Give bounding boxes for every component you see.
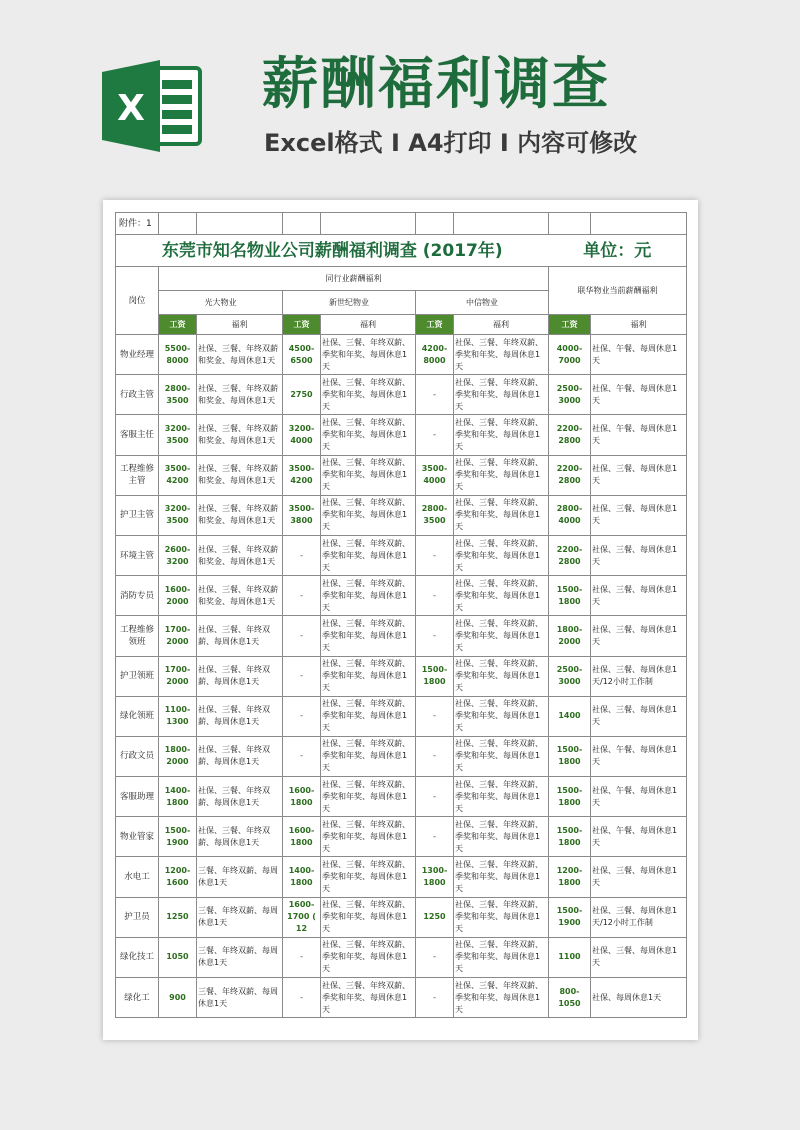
salary-cell-guangda: 900	[159, 978, 197, 1018]
salary-cell-lianhua: 1500-1800	[549, 736, 591, 776]
salary-cell-lianhua: 2200-2800	[549, 535, 591, 575]
benefit-cell-guangda: 社保、三餐、年终双薪、每周休息1天	[197, 696, 283, 736]
salary-cell-zhongxin: -	[416, 696, 454, 736]
benefit-cell-xinshiji: 社保、三餐、年终双薪、季奖和年奖、每周休息1天	[321, 696, 416, 736]
table-row	[116, 335, 687, 375]
salary-cell-zhongxin: -	[416, 978, 454, 1018]
salary-cell-lianhua: 1200-1800	[549, 857, 591, 897]
salary-cell-guangda: 1200-1600	[159, 857, 197, 897]
benefit-cell-xinshiji: 社保、三餐、年终双薪、季奖和年奖、每周休息1天	[321, 978, 416, 1018]
benefit-cell-guangda: 三餐、年终双薪、每周休息1天	[197, 897, 283, 937]
table-row	[116, 978, 687, 1018]
benefit-cell-zhongxin: 社保、三餐、年终双薪、季奖和年奖、每周休息1天	[454, 616, 549, 656]
salary-cell-zhongxin: 4200-8000	[416, 335, 454, 375]
position-cell: 行政主管	[116, 375, 159, 415]
benefit-cell-xinshiji: 社保、三餐、年终双薪、季奖和年奖、每周休息1天	[321, 736, 416, 776]
position-cell: 工程维修主管	[116, 455, 159, 495]
benefit-cell-lianhua: 社保、三餐、每周休息1天	[591, 937, 687, 977]
banner-subtitle: Excel格式 I A4打印 I 内容可修改	[264, 129, 638, 157]
salary-cell-lianhua: 1800-2000	[549, 616, 591, 656]
benefit-cell-lianhua: 社保、午餐、每周休息1天	[591, 415, 687, 455]
table-row	[116, 897, 687, 937]
benefit-cell-lianhua: 社保、午餐、每周休息1天	[591, 817, 687, 857]
salary-cell-lianhua: 2500-3000	[549, 375, 591, 415]
benefit-cell-zhongxin: 社保、三餐、年终双薪、季奖和年奖、每周休息1天	[454, 736, 549, 776]
benefit-cell-guangda: 社保、三餐、年终双薪、每周休息1天	[197, 777, 283, 817]
salary-cell-xinshiji: -	[283, 978, 321, 1018]
benefit-cell-xinshiji: 社保、三餐、年终双薪、季奖和年奖、每周休息1天	[321, 455, 416, 495]
salary-cell-zhongxin: 2800-3500	[416, 495, 454, 535]
benefit-cell-xinshiji: 社保、三餐、年终双薪、季奖和年奖、每周休息1天	[321, 415, 416, 455]
position-cell: 环境主管	[116, 535, 159, 575]
salary-cell-zhongxin: -	[416, 576, 454, 616]
position-cell: 护卫主管	[116, 495, 159, 535]
benefit-cell-lianhua: 社保、三餐、每周休息1天	[591, 495, 687, 535]
header-company-a: 光大物业	[159, 291, 283, 315]
benefit-cell-xinshiji: 社保、三餐、年终双薪、季奖和年奖、每周休息1天	[321, 937, 416, 977]
table-row	[116, 817, 687, 857]
benefit-cell-lianhua: 社保、三餐、每周休息1天	[591, 576, 687, 616]
header-company-c: 中信物业	[416, 291, 549, 315]
salary-cell-xinshiji: 3500-3800	[283, 495, 321, 535]
salary-cell-xinshiji: 4500-6500	[283, 335, 321, 375]
salary-cell-xinshiji: 1600-1800	[283, 817, 321, 857]
position-cell: 护卫领班	[116, 656, 159, 696]
benefit-cell-lianhua: 社保、午餐、每周休息1天	[591, 335, 687, 375]
table-row	[116, 576, 687, 616]
benefit-cell-zhongxin: 社保、三餐、年终双薪、季奖和年奖、每周休息1天	[454, 335, 549, 375]
table-row	[116, 857, 687, 897]
header-salary: 工资	[159, 315, 197, 335]
salary-cell-guangda: 3500-4200	[159, 455, 197, 495]
salary-cell-zhongxin: -	[416, 937, 454, 977]
position-cell: 水电工	[116, 857, 159, 897]
table-row	[116, 495, 687, 535]
benefit-cell-guangda: 三餐、年终双薪、每周休息1天	[197, 937, 283, 977]
salary-cell-lianhua: 2200-2800	[549, 455, 591, 495]
table-row	[116, 777, 687, 817]
salary-cell-zhongxin: 1500-1800	[416, 656, 454, 696]
salary-survey-table	[115, 212, 687, 1018]
salary-cell-xinshiji: -	[283, 535, 321, 575]
salary-cell-xinshiji: -	[283, 937, 321, 977]
table-row	[116, 415, 687, 455]
benefit-cell-xinshiji: 社保、三餐、年终双薪、季奖和年奖、每周休息1天	[321, 375, 416, 415]
position-cell: 物业经理	[116, 335, 159, 375]
benefit-cell-guangda: 社保、三餐、年终双薪和奖金、每周休息1天	[197, 495, 283, 535]
salary-cell-guangda: 1500-1900	[159, 817, 197, 857]
position-cell: 绿化技工	[116, 937, 159, 977]
position-cell: 客服助理	[116, 777, 159, 817]
header-own-company: 联华物业当前薪酬福利	[549, 267, 687, 315]
benefit-cell-lianhua: 社保、三餐、每周休息1天/12小时工作制	[591, 656, 687, 696]
benefit-cell-zhongxin: 社保、三餐、年终双薪、季奖和年奖、每周休息1天	[454, 415, 549, 455]
header-peer-group: 同行业薪酬福利	[159, 267, 549, 291]
salary-cell-guangda: 1800-2000	[159, 736, 197, 776]
benefit-cell-zhongxin: 社保、三餐、年终双薪、季奖和年奖、每周休息1天	[454, 696, 549, 736]
benefit-cell-zhongxin: 社保、三餐、年终双薪、季奖和年奖、每周休息1天	[454, 455, 549, 495]
benefit-cell-zhongxin: 社保、三餐、年终双薪、季奖和年奖、每周休息1天	[454, 576, 549, 616]
salary-cell-lianhua: 1400	[549, 696, 591, 736]
header-row-1	[116, 267, 687, 291]
salary-cell-xinshiji: 2750	[283, 375, 321, 415]
table-row	[116, 375, 687, 415]
benefit-cell-guangda: 社保、三餐、年终双薪和奖金、每周休息1天	[197, 335, 283, 375]
header-salary: 工资	[416, 315, 454, 335]
benefit-cell-zhongxin: 社保、三餐、年终双薪、季奖和年奖、每周休息1天	[454, 978, 549, 1018]
salary-cell-xinshiji: -	[283, 656, 321, 696]
table-row	[116, 535, 687, 575]
salary-cell-zhongxin: 1300-1800	[416, 857, 454, 897]
benefit-cell-xinshiji: 社保、三餐、年终双薪、季奖和年奖、每周休息1天	[321, 335, 416, 375]
benefit-cell-zhongxin: 社保、三餐、年终双薪、季奖和年奖、每周休息1天	[454, 897, 549, 937]
position-cell: 物业管家	[116, 817, 159, 857]
table-row	[116, 656, 687, 696]
salary-cell-guangda: 1100-1300	[159, 696, 197, 736]
benefit-cell-xinshiji: 社保、三餐、年终双薪、季奖和年奖、每周休息1天	[321, 897, 416, 937]
salary-cell-xinshiji: -	[283, 616, 321, 656]
header-salary: 工资	[549, 315, 591, 335]
benefit-cell-xinshiji: 社保、三餐、年终双薪、季奖和年奖、每周休息1天	[321, 656, 416, 696]
table-row	[116, 696, 687, 736]
benefit-cell-lianhua: 社保、三餐、每周休息1天	[591, 857, 687, 897]
salary-cell-zhongxin: -	[416, 415, 454, 455]
benefit-cell-zhongxin: 社保、三餐、年终双薪、季奖和年奖、每周休息1天	[454, 937, 549, 977]
excel-logo-icon	[102, 58, 204, 154]
benefit-cell-guangda: 社保、三餐、年终双薪和奖金、每周休息1天	[197, 415, 283, 455]
benefit-cell-zhongxin: 社保、三餐、年终双薪、季奖和年奖、每周休息1天	[454, 857, 549, 897]
salary-cell-xinshiji: -	[283, 576, 321, 616]
benefit-cell-zhongxin: 社保、三餐、年终双薪、季奖和年奖、每周休息1天	[454, 817, 549, 857]
benefit-cell-xinshiji: 社保、三餐、年终双薪、季奖和年奖、每周休息1天	[321, 817, 416, 857]
salary-cell-xinshiji: 3200-4000	[283, 415, 321, 455]
document-title: 东莞市知名物业公司薪酬福利调查 (2017年)	[116, 235, 549, 267]
benefit-cell-guangda: 社保、三餐、年终双薪、每周休息1天	[197, 616, 283, 656]
benefit-cell-lianhua: 社保、三餐、每周休息1天	[591, 535, 687, 575]
benefit-cell-xinshiji: 社保、三餐、年终双薪、季奖和年奖、每周休息1天	[321, 616, 416, 656]
salary-cell-guangda: 3200-3500	[159, 415, 197, 455]
salary-cell-zhongxin: -	[416, 777, 454, 817]
salary-cell-lianhua: 4000-7000	[549, 335, 591, 375]
salary-cell-guangda: 1600-2000	[159, 576, 197, 616]
salary-cell-lianhua: 2500-3000	[549, 656, 591, 696]
salary-cell-guangda: 1700-2000	[159, 656, 197, 696]
table-row	[116, 455, 687, 495]
salary-cell-lianhua: 1500-1800	[549, 777, 591, 817]
position-cell: 绿化工	[116, 978, 159, 1018]
attachment-row	[116, 213, 687, 235]
benefit-cell-guangda: 社保、三餐、年终双薪和奖金、每周休息1天	[197, 576, 283, 616]
header-salary: 工资	[283, 315, 321, 335]
salary-cell-zhongxin: -	[416, 817, 454, 857]
salary-cell-guangda: 5500-8000	[159, 335, 197, 375]
benefit-cell-lianhua: 社保、三餐、每周休息1天	[591, 616, 687, 656]
salary-cell-lianhua: 1500-1800	[549, 817, 591, 857]
salary-cell-xinshiji: -	[283, 696, 321, 736]
salary-cell-zhongxin: 3500-4000	[416, 455, 454, 495]
salary-cell-guangda: 2800-3500	[159, 375, 197, 415]
benefit-cell-zhongxin: 社保、三餐、年终双薪、季奖和年奖、每周休息1天	[454, 375, 549, 415]
header-company-b: 新世纪物业	[283, 291, 416, 315]
excel-logo-letter: X	[117, 88, 145, 129]
attachment-label: 附件：1	[116, 213, 159, 235]
benefit-cell-xinshiji: 社保、三餐、年终双薪、季奖和年奖、每周休息1天	[321, 495, 416, 535]
header-position: 岗位	[116, 267, 159, 335]
benefit-cell-lianhua: 社保、三餐、每周休息1天	[591, 455, 687, 495]
salary-cell-xinshiji: 1400-1800	[283, 857, 321, 897]
header-benefits: 福利	[591, 315, 687, 335]
salary-cell-zhongxin: -	[416, 616, 454, 656]
header-benefits: 福利	[197, 315, 283, 335]
position-cell: 绿化领班	[116, 696, 159, 736]
benefit-cell-lianhua: 社保、午餐、每周休息1天	[591, 375, 687, 415]
position-cell: 行政文员	[116, 736, 159, 776]
header-benefits: 福利	[321, 315, 416, 335]
unit-label: 单位：元	[549, 235, 687, 267]
salary-cell-zhongxin: -	[416, 375, 454, 415]
benefit-cell-lianhua: 社保、每周休息1天	[591, 978, 687, 1018]
salary-cell-lianhua: 1100	[549, 937, 591, 977]
benefit-cell-guangda: 社保、三餐、年终双薪和奖金、每周休息1天	[197, 535, 283, 575]
salary-cell-guangda: 2600-3200	[159, 535, 197, 575]
salary-cell-xinshiji: 3500-4200	[283, 455, 321, 495]
benefit-cell-zhongxin: 社保、三餐、年终双薪、季奖和年奖、每周休息1天	[454, 535, 549, 575]
promo-banner	[0, 0, 800, 200]
position-cell: 工程维修领班	[116, 616, 159, 656]
benefit-cell-lianhua: 社保、午餐、每周休息1天	[591, 736, 687, 776]
benefit-cell-guangda: 社保、三餐、年终双薪、每周休息1天	[197, 736, 283, 776]
salary-cell-zhongxin: -	[416, 535, 454, 575]
salary-cell-zhongxin: -	[416, 736, 454, 776]
benefit-cell-guangda: 社保、三餐、年终双薪和奖金、每周休息1天	[197, 455, 283, 495]
benefit-cell-xinshiji: 社保、三餐、年终双薪、季奖和年奖、每周休息1天	[321, 777, 416, 817]
banner-title: 薪酬福利调查	[262, 52, 610, 117]
salary-cell-lianhua: 2800-4000	[549, 495, 591, 535]
salary-cell-lianhua: 1500-1900	[549, 897, 591, 937]
salary-cell-lianhua: 1500-1800	[549, 576, 591, 616]
salary-cell-guangda: 1700-2000	[159, 616, 197, 656]
benefit-cell-lianhua: 社保、三餐、每周休息1天	[591, 696, 687, 736]
benefit-cell-xinshiji: 社保、三餐、年终双薪、季奖和年奖、每周休息1天	[321, 576, 416, 616]
salary-cell-xinshiji: -	[283, 736, 321, 776]
benefit-cell-guangda: 社保、三餐、年终双薪和奖金、每周休息1天	[197, 375, 283, 415]
position-cell: 消防专员	[116, 576, 159, 616]
table-row	[116, 736, 687, 776]
header-row-3	[116, 315, 687, 335]
benefit-cell-guangda: 三餐、年终双薪、每周休息1天	[197, 857, 283, 897]
salary-cell-guangda: 1250	[159, 897, 197, 937]
benefit-cell-xinshiji: 社保、三餐、年终双薪、季奖和年奖、每周休息1天	[321, 857, 416, 897]
salary-cell-guangda: 1400-1800	[159, 777, 197, 817]
table-row	[116, 616, 687, 656]
document-sheet	[103, 200, 698, 1040]
salary-cell-zhongxin: 1250	[416, 897, 454, 937]
benefit-cell-lianhua: 社保、午餐、每周休息1天	[591, 777, 687, 817]
benefit-cell-lianhua: 社保、三餐、每周休息1天/12小时工作制	[591, 897, 687, 937]
benefit-cell-zhongxin: 社保、三餐、年终双薪、季奖和年奖、每周休息1天	[454, 777, 549, 817]
title-row	[116, 235, 687, 267]
salary-cell-guangda: 3200-3500	[159, 495, 197, 535]
benefit-cell-guangda: 三餐、年终双薪、每周休息1天	[197, 978, 283, 1018]
salary-cell-xinshiji: 1600-1700 ( 12	[283, 897, 321, 937]
header-benefits: 福利	[454, 315, 549, 335]
salary-cell-lianhua: 800-1050	[549, 978, 591, 1018]
benefit-cell-xinshiji: 社保、三餐、年终双薪、季奖和年奖、每周休息1天	[321, 535, 416, 575]
position-cell: 客服主任	[116, 415, 159, 455]
salary-cell-guangda: 1050	[159, 937, 197, 977]
table-row	[116, 937, 687, 977]
benefit-cell-guangda: 社保、三餐、年终双薪、每周休息1天	[197, 817, 283, 857]
salary-cell-lianhua: 2200-2800	[549, 415, 591, 455]
position-cell: 护卫员	[116, 897, 159, 937]
benefit-cell-zhongxin: 社保、三餐、年终双薪、季奖和年奖、每周休息1天	[454, 495, 549, 535]
benefit-cell-guangda: 社保、三餐、年终双薪、每周休息1天	[197, 656, 283, 696]
benefit-cell-zhongxin: 社保、三餐、年终双薪、季奖和年奖、每周休息1天	[454, 656, 549, 696]
salary-cell-xinshiji: 1600-1800	[283, 777, 321, 817]
